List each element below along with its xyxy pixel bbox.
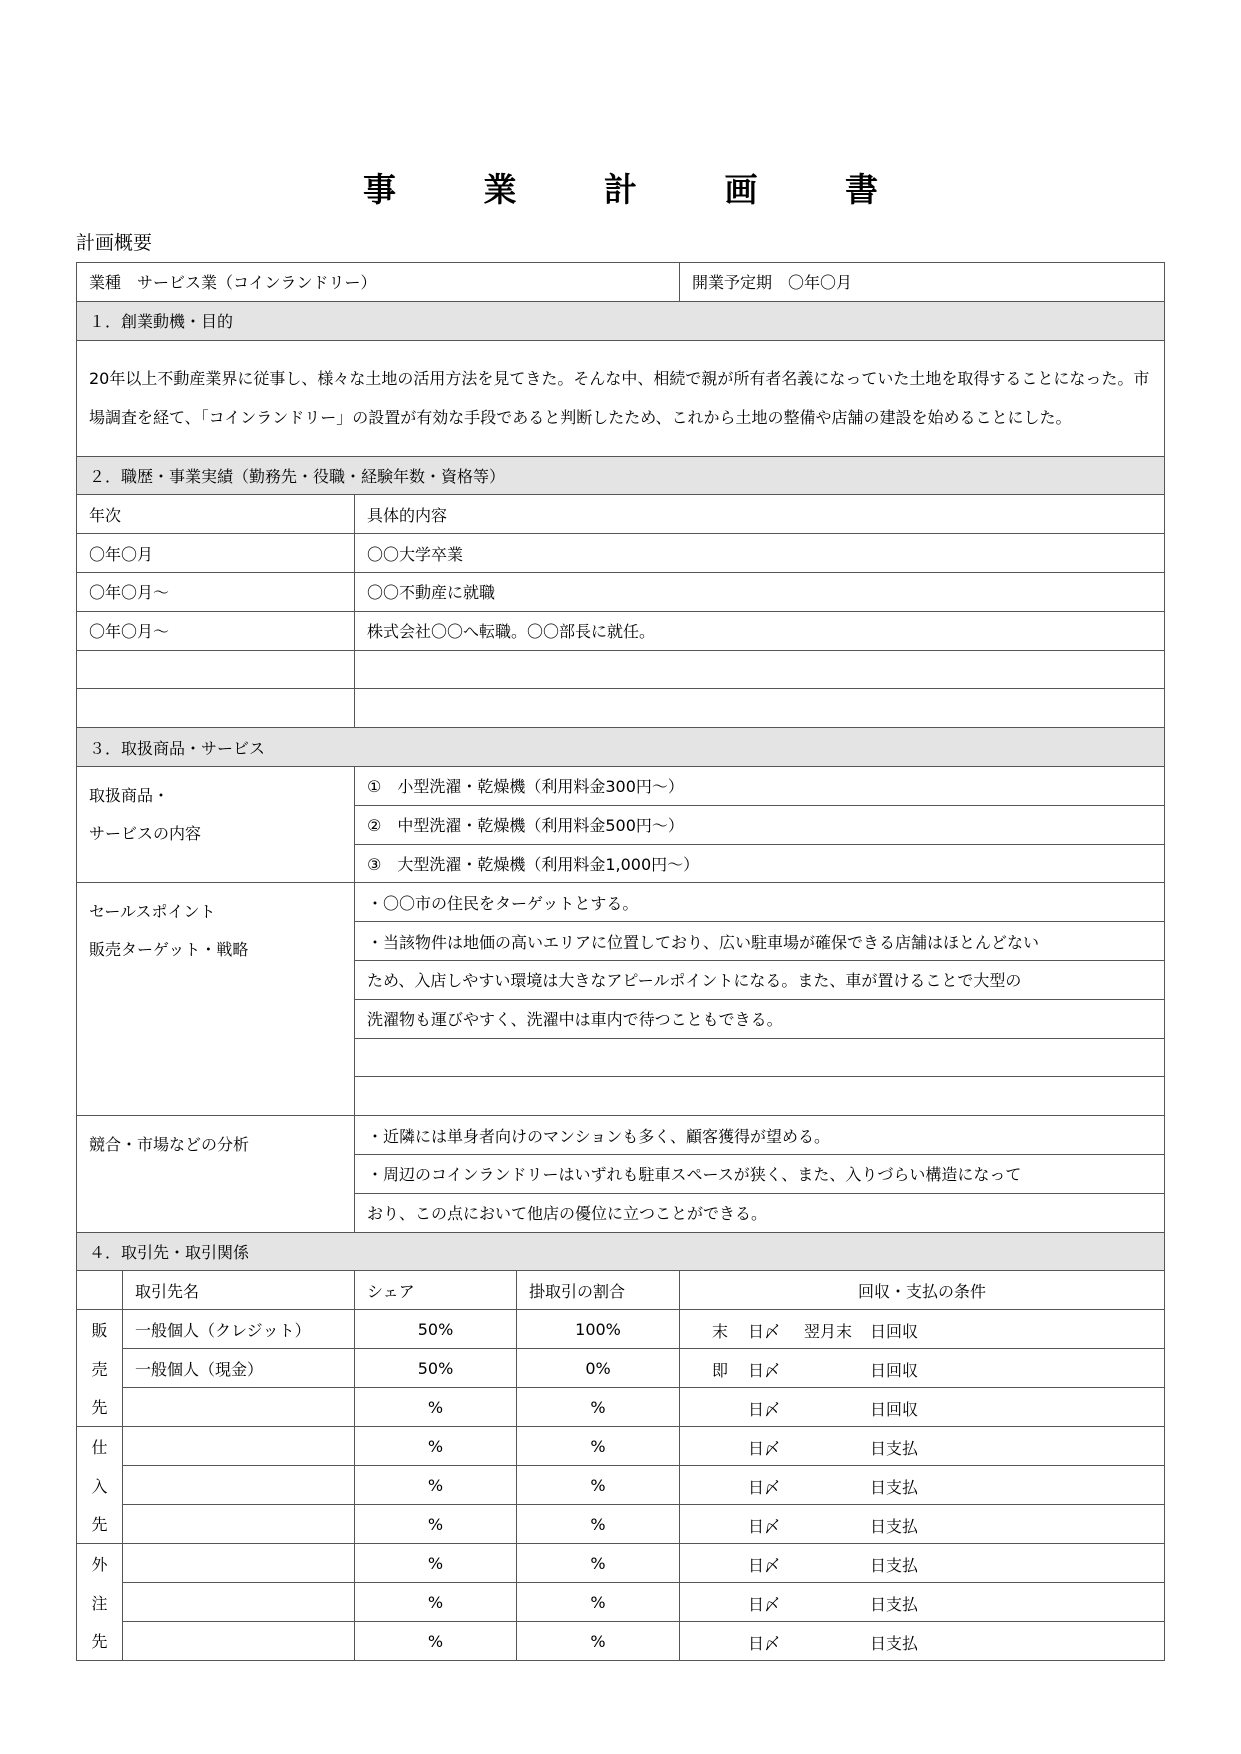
partner-terms <box>680 1388 1165 1427</box>
products-label <box>77 766 355 882</box>
market-line: ・周辺のコインランドリーはいずれも駐車スペースが狭く、また、入りづらい構造になって <box>355 1154 1165 1193</box>
partner-credit-ratio: % <box>517 1622 680 1661</box>
terms-part-t2: 日〆 <box>748 1634 781 1654</box>
partner-row <box>77 1427 1165 1466</box>
partner-credit-ratio: % <box>517 1544 680 1583</box>
terms-part-t2: 日〆 <box>748 1400 781 1420</box>
partner-type-char: 注 <box>77 1583 123 1622</box>
section4-heading: ４．取引先・取引関係 <box>77 1232 1165 1271</box>
partner-credit-ratio: % <box>517 1388 680 1427</box>
product-item: ① 小型洗濯・乾燥機（利用料金300円～） <box>355 766 1165 805</box>
section3-heading: ３．取扱商品・サービス <box>77 728 1165 767</box>
partner-name: 一般個人（現金） <box>123 1349 355 1388</box>
terms-header: 回収・支払の条件 <box>680 1271 1165 1310</box>
partner-name <box>123 1427 355 1466</box>
partner-type-char: 売 <box>77 1349 123 1388</box>
opening-date-field: 開業予定期 〇年〇月 <box>680 263 1165 302</box>
terms-part-t2: 日〆 <box>748 1517 781 1537</box>
sales-line <box>355 1077 1165 1116</box>
partner-terms <box>680 1544 1165 1583</box>
terms-part-t2: 日〆 <box>748 1361 781 1381</box>
terms-part-t2: 日〆 <box>748 1322 781 1342</box>
plan-overview-heading: 計画概要 <box>76 232 153 254</box>
partner-type-char: 先 <box>77 1505 123 1544</box>
terms-part-t4: 日回収 <box>870 1361 919 1381</box>
sales-line: ため、入店しやすい環境は大きなアピールポイントになる。また、車が置けることで大型の <box>355 960 1165 999</box>
partner-type-char: 先 <box>77 1622 123 1661</box>
sales-point-label <box>77 883 355 1116</box>
career-row <box>77 611 1165 650</box>
partner-terms <box>680 1427 1165 1466</box>
terms-part-t3: 翌月末 <box>804 1322 853 1342</box>
sales-line: ・〇〇市の住民をターゲットとする。 <box>355 883 1165 922</box>
sales-line <box>355 1038 1165 1077</box>
partner-type-char: 仕 <box>77 1427 123 1466</box>
partner-row <box>77 1388 1165 1427</box>
partner-name <box>123 1583 355 1622</box>
partner-credit-ratio: 0% <box>517 1349 680 1388</box>
section2-heading: ２．職歴・事業実績（勤務先・役職・経験年数・資格等） <box>77 456 1165 495</box>
career-row <box>77 689 1165 728</box>
career-detail: 株式会社〇〇へ転職。〇〇部長に就任。 <box>355 611 1165 650</box>
terms-part-t2: 日〆 <box>748 1439 781 1459</box>
partner-share: % <box>355 1583 517 1622</box>
partner-row <box>77 1349 1165 1388</box>
terms-part-t1: 即 <box>712 1361 729 1381</box>
terms-part-t4: 日支払 <box>870 1556 919 1576</box>
partner-credit-ratio: % <box>517 1466 680 1505</box>
career-detail: 〇〇大学卒業 <box>355 534 1165 573</box>
terms-part-t4: 日支払 <box>870 1478 919 1498</box>
partner-share: % <box>355 1388 517 1427</box>
partner-row <box>77 1583 1165 1622</box>
partner-share: % <box>355 1544 517 1583</box>
partner-share: 50% <box>355 1349 517 1388</box>
partner-name <box>123 1505 355 1544</box>
partner-terms <box>680 1505 1165 1544</box>
partner-name: 一般個人（クレジット） <box>123 1310 355 1349</box>
partner-name <box>123 1622 355 1661</box>
market-analysis-label <box>77 1116 355 1232</box>
partner-terms <box>680 1310 1165 1349</box>
career-year-header: 年次 <box>77 495 355 534</box>
career-year: 〇年〇月～ <box>77 611 355 650</box>
terms-part-t1: 末 <box>712 1322 729 1342</box>
partner-terms <box>680 1622 1165 1661</box>
terms-part-t4: 日支払 <box>870 1439 919 1459</box>
partner-row <box>77 1505 1165 1544</box>
partner-name-header: 取引先名 <box>123 1271 355 1310</box>
partner-name <box>123 1544 355 1583</box>
career-year <box>77 689 355 728</box>
sales-label-line: 販売ターゲット・戦略 <box>89 940 249 960</box>
credit-ratio-header: 掛取引の割合 <box>517 1271 680 1310</box>
career-row <box>77 650 1165 689</box>
partner-share: % <box>355 1427 517 1466</box>
partner-share: 50% <box>355 1310 517 1349</box>
business-plan-table <box>76 262 1165 1661</box>
partner-type-char: 外 <box>77 1544 123 1583</box>
terms-part-t2: 日〆 <box>748 1478 781 1498</box>
partner-type-char: 販 <box>77 1310 123 1349</box>
partner-credit-ratio: % <box>517 1427 680 1466</box>
career-year: 〇年〇月～ <box>77 572 355 611</box>
sales-label-line: セールスポイント <box>89 902 216 922</box>
partner-terms <box>680 1349 1165 1388</box>
share-header: シェア <box>355 1271 517 1310</box>
partner-share: % <box>355 1622 517 1661</box>
partner-row <box>77 1622 1165 1661</box>
career-detail: 〇〇不動産に就職 <box>355 572 1165 611</box>
terms-part-t4: 日支払 <box>870 1595 919 1615</box>
market-line: ・近隣には単身者向けのマンションも多く、顧客獲得が望める。 <box>355 1116 1165 1155</box>
partner-terms <box>680 1466 1165 1505</box>
document-title: 事 業 計 画 書 <box>363 170 916 209</box>
partner-terms <box>680 1583 1165 1622</box>
terms-part-t2: 日〆 <box>748 1556 781 1576</box>
terms-part-t4: 日回収 <box>870 1400 919 1420</box>
market-label-line: 競合・市場などの分析 <box>89 1135 250 1155</box>
partner-credit-ratio: % <box>517 1505 680 1544</box>
partner-name <box>123 1466 355 1505</box>
product-item: ② 中型洗濯・乾燥機（利用料金500円～） <box>355 805 1165 844</box>
partner-credit-ratio: 100% <box>517 1310 680 1349</box>
partner-credit-ratio: % <box>517 1583 680 1622</box>
partner-type-header <box>77 1271 123 1310</box>
industry-field: 業種 サービス業（コインランドリー） <box>77 263 680 302</box>
partner-row <box>77 1310 1165 1349</box>
terms-part-t4: 日支払 <box>870 1517 919 1537</box>
career-detail <box>355 689 1165 728</box>
section1-heading: １．創業動機・目的 <box>77 301 1165 340</box>
career-row <box>77 572 1165 611</box>
partner-type-char: 入 <box>77 1466 123 1505</box>
products-label-line: 取扱商品・ <box>89 785 170 805</box>
terms-part-t4: 日回収 <box>870 1322 919 1342</box>
career-year <box>77 650 355 689</box>
career-detail <box>355 650 1165 689</box>
career-detail-header: 具体的内容 <box>355 495 1165 534</box>
partner-row <box>77 1466 1165 1505</box>
partner-name <box>123 1388 355 1427</box>
terms-part-t2: 日〆 <box>748 1595 781 1615</box>
market-line: おり、この点において他店の優位に立つことができる。 <box>355 1193 1165 1232</box>
sales-line: ・当該物件は地価の高いエリアに位置しており、広い駐車場が確保できる店舗はほとんどない <box>355 922 1165 961</box>
partners-body <box>77 1310 1165 1661</box>
partner-share: % <box>355 1505 517 1544</box>
career-row <box>77 534 1165 573</box>
product-item: ③ 大型洗濯・乾燥機（利用料金1,000円～） <box>355 844 1165 883</box>
partner-share: % <box>355 1466 517 1505</box>
partner-type-char: 先 <box>77 1388 123 1427</box>
terms-part-t4: 日支払 <box>870 1634 919 1654</box>
partner-row <box>77 1544 1165 1583</box>
career-year: 〇年〇月 <box>77 534 355 573</box>
sales-line: 洗濯物も運びやすく、洗濯中は車内で待つこともできる。 <box>355 999 1165 1038</box>
motivation-text: 20年以上不動産業界に従事し、様々な土地の活用方法を見てきた。そんな中、相続で親が所有者名義になっていた土地を取得することになった。市場調査を経て、「コインランドリー」の設置が有効な手段であると判断したため、これから土地の整備や店舗の建設を始めることにした。 <box>77 340 1165 456</box>
products-label-line: サービスの内容 <box>89 823 202 843</box>
